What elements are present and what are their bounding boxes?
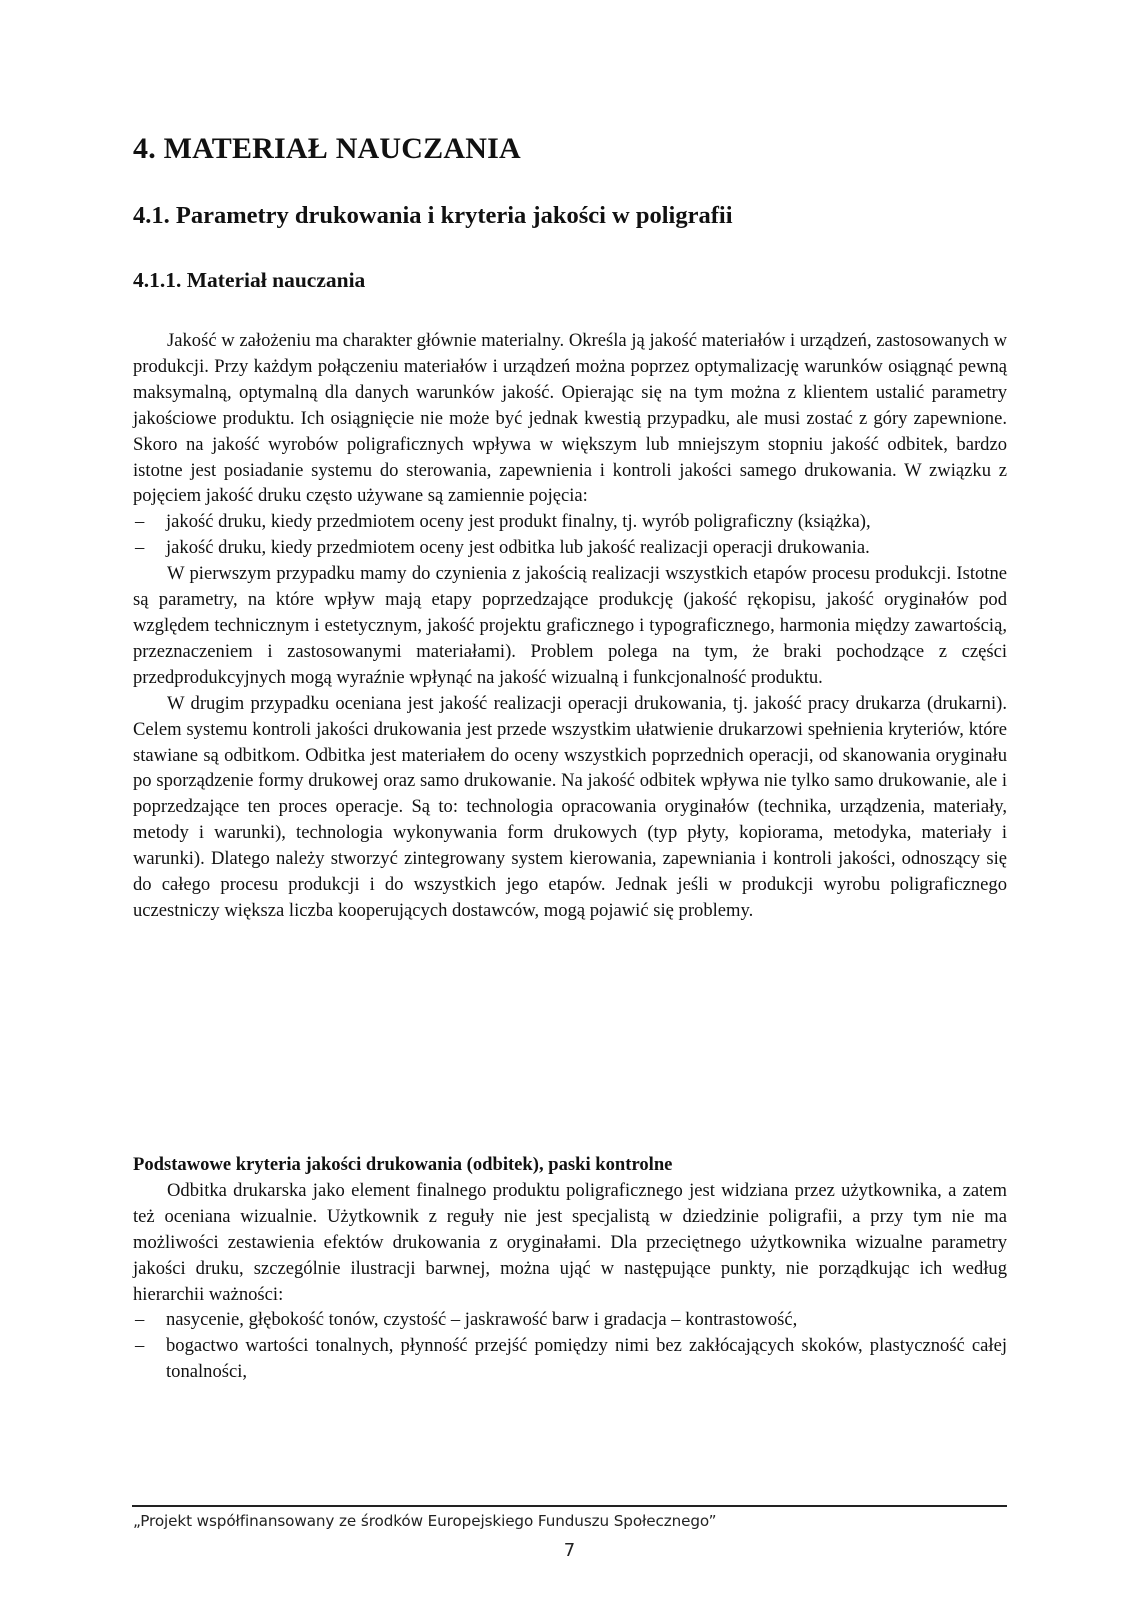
paragraph: Odbitka drukarska jako element finalnego produktu poligraficznego jest widziana przez użytkownika, a zatem też oceniana wizualnie. Użytkownik z reguły nie jest specjalistą w dziedzinie poligrafii, a przy tym nie ma możliwości zestawienia efektów drukowania z oryginałami. Dla przeciętnego użytkownika wizualne parametry jakości druku, szczególnie ilustracji barwnej, można ująć w następujące punkty, nie porządkując ich według hierarchii ważności: <box>133 1179 1007 1305</box>
criteria-heading: Podstawowe kryteria jakości drukowania (odbitek), paski kontrolne <box>133 1154 673 1175</box>
body-block-criteria <box>133 1152 1007 1385</box>
paragraph: Jakość w założeniu ma charakter głównie materialny. Określa ją jakość materiałów i urządzeń, zastosowanych w produkcji. Przy każdym połączeniu materiałów i urządzeń można poprzez optymalizację warunków osiągnąć pewną maksymalną, optymalną dla danych warunków jakość. Opierając się na tym można z klientem ustalić parametry jakościowe produktu. Ich osiągnięcie nie może być jednak kwestią przypadku, ale musi zostać z góry zapewnione. Skoro na jakość wyrobów poligraficznych wpływa w większym lub mniejszym stopniu jakość odbitek, bardzo istotne jest posiadanie systemu do sterowania, zapewnienia i kontroli jakości samego drukowania. W związku z pojęciem jakość druku często używane są zamiennie pojęcia: <box>133 330 1007 507</box>
body-block-main <box>133 328 1007 924</box>
paragraph: W drugim przypadku oceniana jest jakość realizacji operacji drukowania, tj. jakość pracy drukarza (drukarni). Celem systemu kontroli jakości drukowania jest przede wszystkim ułatwienie drukarzowi spełnienia kryteriów, które stawiane są odbitkom. Odbitka jest materiałem do oceny wszystkich poprzednich operacji, od skanowania oryginału po sporządzenie formy drukowej oraz samo drukowanie. Na jakość odbitek wpływa nie tylko samo drukowanie, ale i poprzedzające ten proces operacje. Są to: technologia opracowania oryginałów (technika, urządzenia, materiały, metody i warunki), technologia wykonywania form drukowych (typ płyty, kopiorama, metodyka, materiały i warunki). Dlatego należy stworzyć zintegrowany system kierowania, zapewniania i kontroli jakości, odnoszący się do całego procesu produkcji i do wszystkich jego etapów. Jednak jeśli w produkcji wyrobu poligraficznego uczestniczy większa liczba kooperujących dostawców, mogą pojawić się problemy. <box>133 692 1007 921</box>
dash-list <box>133 1307 1007 1385</box>
list-item-text: bogactwo wartości tonalnych, płynność przejść pomiędzy nimi bez zakłócających skoków, plastyczność całej tonalności, <box>166 1335 1007 1383</box>
list-item <box>133 535 1007 561</box>
footer-divider <box>132 1505 1007 1507</box>
footer-funding-note: „Projekt współfinansowany ze środków Europejskiego Funduszu Społecznego” <box>133 1512 717 1530</box>
dash-list <box>133 509 1007 561</box>
paragraph: W pierwszym przypadku mamy do czynienia z jakością realizacji wszystkich etapów procesu produkcji. Istotne są parametry, na które wpływ mają etapy poprzedzające produkcję (jakość rękopisu, jakość oryginałów pod względem technicznym i estetycznym, jakość projektu graficznego i typograficznego, harmonia między zawartością, przeznaczeniem i zastosowanymi materiałami). Problem polega na tym, że braki pochodzące z części przedprodukcyjnych mogą wyraźnie wpłynąć na jakość wizualną i funkcjonalność produktu. <box>133 563 1007 688</box>
list-item-text: jakość druku, kiedy przedmiotem oceny jest odbitka lub jakość realizacji operacji drukowania. <box>166 537 870 559</box>
dash-bullet-icon: – <box>135 537 145 559</box>
list-item <box>133 1333 1007 1385</box>
dash-bullet-icon: – <box>135 511 145 533</box>
chapter-title: 4. MATERIAŁ NAUCZANIA <box>133 132 521 165</box>
subsection-title: 4.1.1. Materiał nauczania <box>133 268 366 292</box>
section-title: 4.1. Parametry drukowania i kryteria jakości w poligrafii <box>133 202 733 229</box>
list-item-text: jakość druku, kiedy przedmiotem oceny jest produkt finalny, tj. wyrób poligraficzny (książka), <box>166 511 871 533</box>
page-number: 7 <box>563 1540 576 1561</box>
dash-bullet-icon: – <box>135 1335 145 1357</box>
dash-bullet-icon: – <box>135 1309 145 1331</box>
list-item-text: nasycenie, głębokość tonów, czystość – jaskrawość barw i gradacja – kontrastowość, <box>166 1309 798 1331</box>
list-item <box>133 509 1007 535</box>
list-item <box>133 1307 1007 1333</box>
